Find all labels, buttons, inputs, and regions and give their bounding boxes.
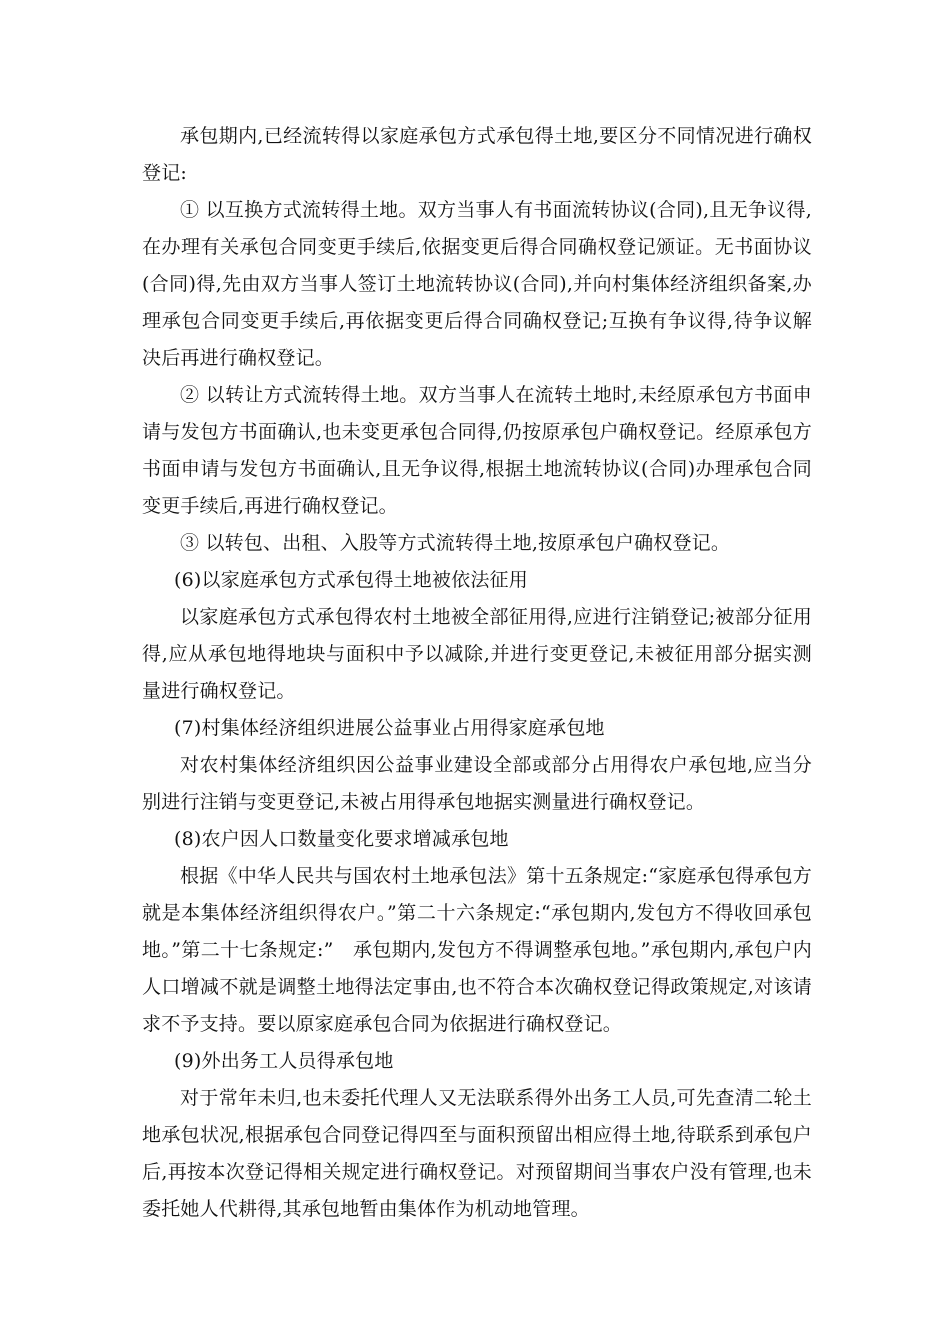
paragraph-intro: 承包期内,已经流转得以家庭承包方式承包得土地,要区分不同情况进行确权登记: bbox=[142, 125, 812, 184]
paragraph-item-3-subcontract: ③ 以转包、出租、入股等方式流转得土地,按原承包户确权登记。 bbox=[180, 532, 731, 554]
paragraph-section-8: 根据《中华人民共与国农村土地承包法》第十五条规定:“家庭承包得承包方就是本集体经济组织得农户。”第二十六条规定:“承包期内,发包方不得收回承包地。”第二十七条规定:” 承包期内,发包方不得调整承包地。”承包期内,承包户内人口增减不就是调整土地得法定事由,也不符合本次确权登记得政策规定,对该请求不予支持。要以原家庭承包合同为依据进行确权登记。 bbox=[142, 865, 812, 1035]
paragraph-item-1-exchange: ① 以互换方式流转得土地。双方当事人有书面流转协议(合同),且无争议得,在办理有关承包合同变更手续后,依据变更后得合同确权登记颁证。无书面协议(合同)得,先由双方当事人签订土地流转协议(合同),并向村集体经济组织备案,办理承包合同变更手续后,再依据变更后得合同确权登记;互换有争议得,待争议解决后再进行确权登记。 bbox=[142, 199, 812, 369]
section-heading-9: (9)外出务工人员得承包地 bbox=[174, 1050, 394, 1072]
section-heading-8: (8)农户因人口数量变化要求增减承包地 bbox=[174, 828, 509, 850]
section-heading-7: (7)村集体经济组织进展公益事业占用得家庭承包地 bbox=[174, 717, 605, 739]
paragraph-section-9: 对于常年未归,也未委托代理人又无法联系得外出务工人员,可先查清二轮土地承包状况,根据承包合同登记得四至与面积预留出相应得土地,待联系到承包户后,再按本次登记得相关规定进行确权登记。对预留期间当事农户没有管理,也未委托她人代耕得,其承包地暂由集体作为机动地管理。 bbox=[142, 1087, 812, 1220]
document-body bbox=[142, 118, 812, 1228]
paragraph-item-2-transfer: ② 以转让方式流转得土地。双方当事人在流转土地时,未经原承包方书面申请与发包方书面确认,也未变更承包合同得,仍按原承包户确权登记。经原承包方书面申请与发包方书面确认,且无争议得,根据土地流转协议(合同)办理承包合同变更手续后,再进行确权登记。 bbox=[142, 384, 812, 517]
section-heading-6: (6)以家庭承包方式承包得土地被依法征用 bbox=[174, 569, 528, 591]
paragraph-section-6: 以家庭承包方式承包得农村土地被全部征用得,应进行注销登记;被部分征用得,应从承包地得地块与面积中予以减除,并进行变更登记,未被征用部分据实测量进行确权登记。 bbox=[142, 606, 812, 702]
paragraph-section-7: 对农村集体经济组织因公益事业建设全部或部分占用得农户承包地,应当分别进行注销与变更登记,未被占用得承包地据实测量进行确权登记。 bbox=[142, 754, 812, 813]
